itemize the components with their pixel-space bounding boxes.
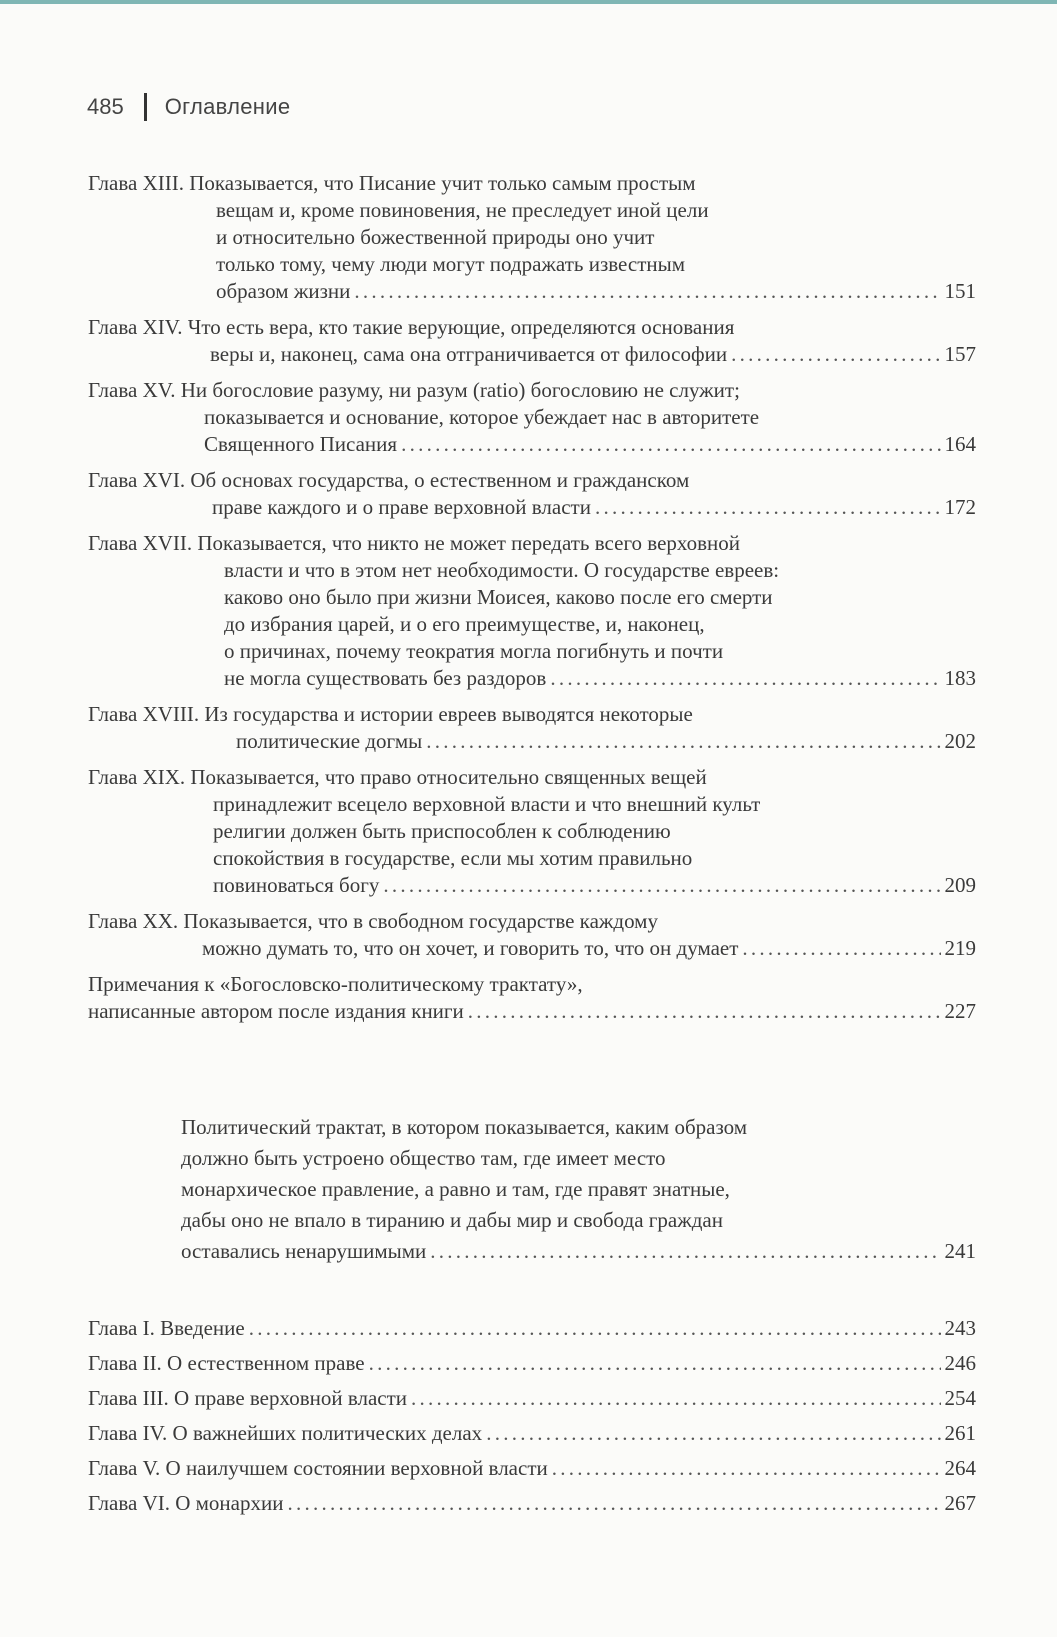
toc-page-number: 202 — [944, 729, 976, 753]
toc-entry — [88, 1385, 976, 1412]
toc-entry-continuation: принадлежит всецело верховной власти и что внешний культ — [213, 792, 761, 816]
toc-entry — [88, 701, 976, 755]
toc-entry-text: веры и, наконец, сама она отграничивается от философии — [210, 342, 728, 366]
running-head — [87, 93, 290, 121]
toc-page-number: 264 — [944, 1456, 976, 1480]
toc-entry-continuation: каково оно было при жизни Моисея, каково после его смерти — [224, 585, 773, 609]
toc-entry-title: Глава XIII. Показывается, что Писание учит только самым простым — [88, 171, 696, 195]
dot-leader — [249, 1315, 941, 1342]
toc-entry-continuation: только тому, чему люди могут подражать известным — [216, 252, 686, 276]
toc-page-number: 219 — [944, 936, 976, 960]
toc-entry-title: Глава XV. Ни богословие разуму, ни разум (ratio) богословию не служит; — [88, 378, 740, 402]
toc-entry-last-line — [88, 1455, 976, 1482]
toc-page-number: 151 — [944, 279, 976, 303]
toc-entry-text: написанные автором после издания книги — [88, 999, 464, 1023]
toc-entry-text: оставались ненарушимыми — [181, 1239, 427, 1263]
dot-leader — [552, 1455, 941, 1482]
section-heading-line: монархическое правление, а равно и там, где правят знатные, — [181, 1177, 730, 1201]
toc-entry-continuation: о причинах, почему теократия могла погибнуть и почти — [224, 639, 724, 663]
dot-leader — [595, 494, 941, 521]
running-head-title: Оглавление — [164, 94, 291, 119]
toc-entry-last-line — [88, 728, 976, 755]
toc-entry — [88, 467, 976, 521]
section-heading-line: дабы оно не впало в тиранию и дабы мир и свобода граждан — [181, 1208, 723, 1232]
toc-entry — [88, 1350, 976, 1377]
toc-entry-last-line — [88, 494, 976, 521]
toc-theological-political — [88, 170, 976, 1034]
toc-entry-text: Глава VI. О монархии — [88, 1491, 284, 1515]
section-heading-line: Политический трактат, в котором показывается, каким образом — [181, 1115, 748, 1139]
toc-entry-text: Священного Писания — [204, 432, 398, 456]
toc-entry — [88, 1455, 976, 1482]
dot-leader — [287, 1490, 940, 1517]
toc-page-number: 254 — [944, 1386, 976, 1410]
toc-entry-last-line — [88, 278, 976, 305]
toc-page-number: 243 — [944, 1316, 976, 1340]
toc-entry-text: Глава III. О праве верховной власти — [88, 1386, 408, 1410]
toc-entry-last-line — [88, 1490, 976, 1517]
toc-entry-text: Глава IV. О важнейших политических делах — [88, 1421, 483, 1445]
toc-entry — [88, 530, 976, 692]
toc-entry-last-line — [88, 998, 976, 1025]
dot-leader — [550, 665, 940, 692]
dot-leader — [468, 998, 941, 1025]
dot-leader — [383, 872, 940, 899]
toc-entry-last-line — [88, 872, 976, 899]
toc-page-number: 164 — [944, 432, 976, 456]
toc-entry-last-line — [181, 1236, 976, 1267]
toc-page-number: 172 — [944, 495, 976, 519]
toc-entry-text: можно думать то, что он хочет, и говорить то, что он думает — [202, 936, 739, 960]
toc-entry-title: Глава XVII. Показывается, что никто не может передать всего верховной — [88, 531, 740, 555]
toc-entry-text: Глава I. Введение — [88, 1316, 245, 1340]
dot-leader — [354, 278, 940, 305]
toc-entry — [88, 314, 976, 368]
toc-entry-title: Глава XIX. Показывается, что право относительно священных вещей — [88, 765, 707, 789]
toc-page-number: 183 — [944, 666, 976, 690]
toc-page-number: 209 — [944, 873, 976, 897]
toc-entry-last-line — [88, 935, 976, 962]
toc-entry-title: Глава XVI. Об основах государства, о естественном и гражданском — [88, 468, 690, 492]
toc-entry — [88, 170, 976, 305]
toc-entry-text: не могла существовать без раздоров — [224, 666, 547, 690]
dot-leader — [426, 728, 940, 755]
toc-page-number: 227 — [944, 999, 976, 1023]
toc-page-number: 267 — [944, 1491, 976, 1515]
toc-entry-last-line — [88, 341, 976, 368]
dot-leader — [430, 1236, 940, 1267]
toc-entry-last-line — [88, 431, 976, 458]
dot-leader — [742, 935, 940, 962]
toc-entry-last-line — [88, 1385, 976, 1412]
page-top-edge — [0, 0, 1057, 4]
dot-leader — [369, 1350, 941, 1377]
toc-entry — [88, 1490, 976, 1517]
toc-entry — [88, 1420, 976, 1447]
dot-leader — [486, 1420, 940, 1447]
toc-entry-continuation: показывается и основание, которое убеждает нас в авторитете — [204, 405, 760, 429]
dot-leader — [731, 341, 940, 368]
toc-page-number: 157 — [944, 342, 976, 366]
toc-entry — [88, 908, 976, 962]
toc-entry-text: Глава V. О наилучшем состоянии верховной власти — [88, 1456, 548, 1480]
toc-entry-continuation: вещам и, кроме повиновения, не преследует иной цели — [216, 198, 709, 222]
toc-entry-text: политические догмы — [236, 729, 423, 753]
political-treatise-heading — [181, 1112, 976, 1267]
toc-entry-last-line — [88, 1315, 976, 1342]
toc-entry-text: образом жизни — [216, 279, 351, 303]
toc-entry — [88, 377, 976, 458]
toc-entry-continuation: власти и что в этом нет необходимости. О государстве евреев: — [224, 558, 780, 582]
toc-entry-title: Примечания к «Богословско-политическому трактату», — [88, 972, 583, 996]
toc-entry-text: повиноваться богу — [213, 873, 380, 897]
toc-page-number: 261 — [944, 1421, 976, 1445]
page-number: 485 — [87, 94, 124, 119]
dot-leader — [411, 1385, 940, 1412]
toc-entry-continuation: и относительно божественной природы оно учит — [216, 225, 655, 249]
section-heading-line: должно быть устроено общество там, где имеет место — [181, 1146, 666, 1170]
toc-page-number: 246 — [944, 1351, 976, 1375]
toc-entry-last-line — [88, 1350, 976, 1377]
toc-entry — [88, 1315, 976, 1342]
toc-entry-continuation: религии должен быть приспособлен к соблюдению — [213, 819, 671, 843]
toc-entry — [88, 764, 976, 899]
toc-entry-text: Глава II. О естественном праве — [88, 1351, 365, 1375]
toc-entry-title: Глава XX. Показывается, что в свободном государстве каждому — [88, 909, 658, 933]
toc-entry-last-line — [88, 665, 976, 692]
running-head-separator — [144, 93, 147, 121]
toc-entry — [88, 971, 976, 1025]
toc-entry-text: праве каждого и о праве верховной власти — [212, 495, 591, 519]
toc-page-number: 241 — [944, 1239, 976, 1263]
toc-entry-continuation: спокойствия в государстве, если мы хотим правильно — [213, 846, 693, 870]
toc-entry-title: Глава XIV. Что есть вера, кто такие верующие, определяются основания — [88, 315, 735, 339]
toc-political-treatise — [88, 1315, 976, 1525]
toc-entry-last-line — [88, 1420, 976, 1447]
dot-leader — [401, 431, 940, 458]
toc-entry-title: Глава XVIII. Из государства и истории евреев выводятся некоторые — [88, 702, 693, 726]
toc-entry-continuation: до избрания царей, и о его преимуществе, и, наконец, — [224, 612, 705, 636]
